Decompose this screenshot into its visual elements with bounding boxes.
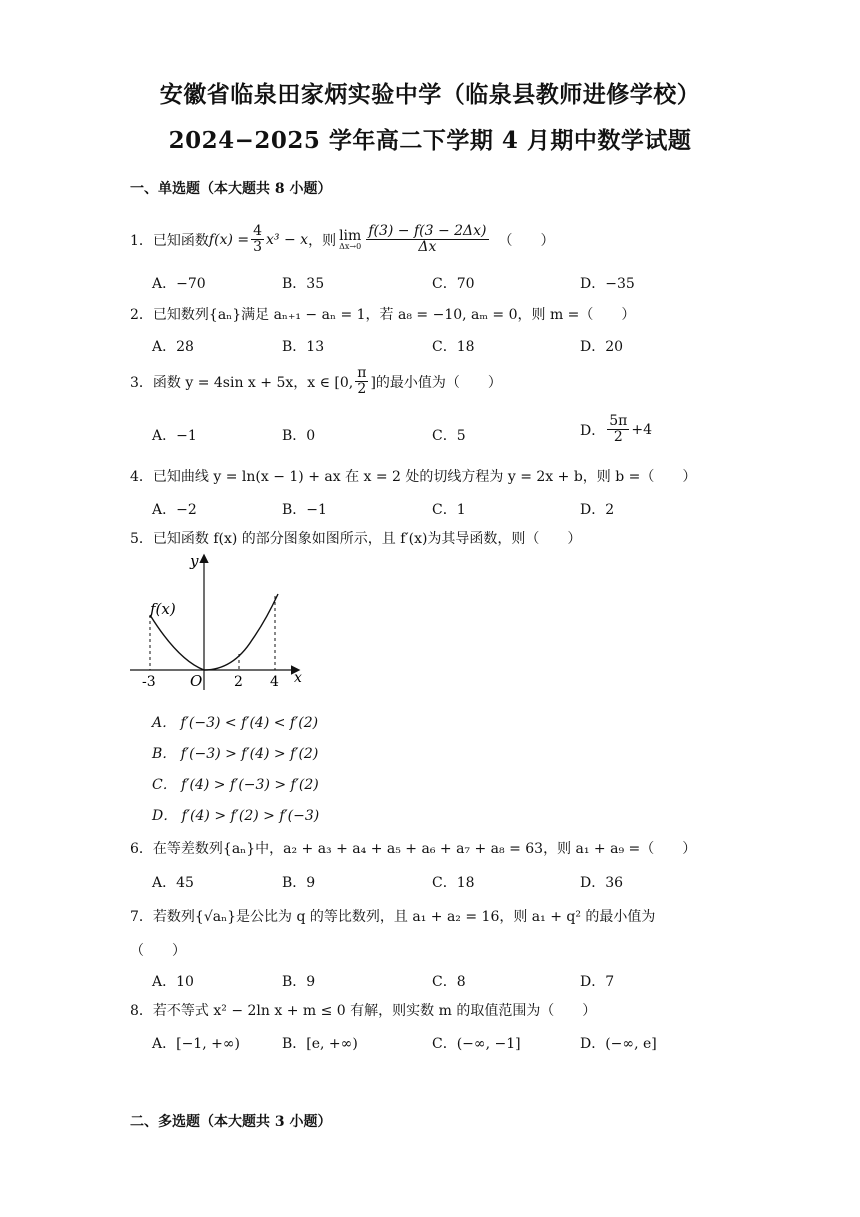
question-3-suffix: ]的最小值为（ ）: [370, 374, 502, 391]
q4-option-b: B．−1: [282, 502, 327, 518]
q6-option-d: D．36: [580, 875, 624, 891]
function-graph: [128, 550, 308, 695]
question-8: 8．若不等式 x² − 2ln x + m ≤ 0 有解，则实数 m 的取值范围为（ ）: [130, 1003, 597, 1019]
q3-option-d-den: 2: [613, 429, 623, 446]
curve-label: f(x): [150, 600, 176, 618]
section-heading-multi-choice: 二、多选题（本大题共 3 小题）: [130, 1114, 332, 1130]
question-3: [130, 366, 502, 398]
q1-option-a: A．−70: [152, 276, 206, 292]
q7-option-c: C．8: [432, 974, 466, 990]
question-1-func-rhs: x³ − x: [266, 231, 309, 248]
q6-option-c: C．18: [432, 875, 475, 891]
q3-option-d: [580, 414, 652, 446]
page-title: 安徽省临泉田家炳实验中学（临泉县教师进修学校）: [159, 81, 701, 108]
q3-option-d-fraction: [607, 414, 629, 446]
question-3-pi-den: 2: [357, 381, 367, 398]
question-1-expr-num: f(3) − f(3 − 2Δx): [368, 223, 487, 239]
x-axis-label: x: [294, 670, 302, 686]
tick-label-2: 2: [234, 674, 243, 690]
q6-option-a: A．45: [152, 875, 194, 891]
q4-option-a: A．−2: [152, 502, 197, 518]
q5-option-d: D． f′(4) > f′(2) > f′(−3): [152, 808, 320, 824]
question-1-lim-sub: Δx→0: [339, 241, 362, 251]
origin-label: O: [190, 672, 203, 690]
y-axis-label: y: [190, 552, 199, 570]
question-1-prefix: 1．已知函数: [130, 232, 209, 249]
q8-option-b: B．[e, +∞): [282, 1036, 358, 1052]
question-1-expr-den: Δx: [418, 239, 437, 256]
q7-option-a: A．10: [152, 974, 194, 990]
question-5: 5．已知函数 f(x) 的部分图象如图所示，且 f′(x)为其导函数，则（ ）: [130, 531, 582, 547]
q8-option-d: D．(−∞, e]: [580, 1036, 657, 1052]
q1-option-c: C．70: [432, 276, 475, 292]
q7-option-b: B．9: [282, 974, 316, 990]
question-3-prefix: 3．函数 y = 4sin x + 5x，x ∈ [0,: [130, 374, 354, 391]
section-heading-single-choice: 一、单选题（本大题共 8 小题）: [130, 181, 332, 197]
question-3-pi-fraction: [355, 366, 368, 398]
q3-option-d-label: D．: [580, 422, 606, 439]
q3-option-c: C．5: [432, 428, 466, 444]
question-7: 7．若数列{√aₙ}是公比为 q 的等比数列，且 a₁ + a₂ = 16，则 a₁ + q² 的最小值为: [130, 909, 656, 925]
q2-option-b: B．13: [282, 339, 325, 355]
question-1-coef-num: 4: [253, 223, 263, 239]
q3-option-d-num: 5π: [609, 413, 628, 429]
question-1-limit: [339, 229, 361, 251]
q5-option-c: C． f′(4) > f′(−3) > f′(2): [152, 777, 319, 793]
q3-option-d-tail: +4: [631, 421, 652, 438]
q5-option-b: B． f′(−3) > f′(4) > f′(2): [152, 746, 319, 762]
q2-option-d: D．20: [580, 339, 624, 355]
question-4: 4．已知曲线 y = ln(x − 1) + ax 在 x = 2 处的切线方程为 y = 2x + b，则 b =（ ）: [130, 469, 697, 485]
q1-option-d: D．−35: [580, 276, 635, 292]
question-1: [130, 224, 555, 256]
question-2: 2．已知数列{aₙ}满足 aₙ₊₁ − aₙ = 1，若 a₈ = −10, aₘ = 0，则 m =（ ）: [130, 307, 636, 323]
question-1-mid: ，则: [308, 232, 337, 249]
question-1-func-lhs: f(x) =: [208, 231, 250, 248]
question-6: 6．在等差数列{aₙ}中，a₂ + a₃ + a₄ + a₅ + a₆ + a₇ + a₈ = 63，则 a₁ + a₉ =（ ）: [130, 841, 697, 857]
question-7-blank: （ ）: [130, 943, 186, 959]
q6-option-b: B．9: [282, 875, 316, 891]
q8-option-a: A．[−1, +∞): [152, 1036, 240, 1052]
question-1-blank: （ ）: [498, 232, 555, 249]
q4-option-d: D．2: [580, 502, 615, 518]
question-1-limit-fraction: [366, 224, 488, 256]
tick-label-4: 4: [270, 674, 279, 690]
q2-option-c: C．18: [432, 339, 475, 355]
question-1-coef-fraction: [251, 224, 264, 256]
question-1-coef-den: 3: [253, 239, 263, 256]
q8-option-c: C．(−∞, −1]: [432, 1036, 521, 1052]
q7-option-d: D．7: [580, 974, 615, 990]
question-1-lim-word: lim: [339, 227, 362, 244]
page-subtitle: 2024−2025 学年高二下学期 4 月期中数学试题: [168, 127, 692, 154]
q1-option-b: B．35: [282, 276, 325, 292]
q5-option-a: A． f′(−3) < f′(4) < f′(2): [152, 715, 319, 731]
q3-option-b: B．0: [282, 428, 316, 444]
q3-option-a: A．−1: [152, 428, 197, 444]
q2-option-a: A．28: [152, 339, 194, 355]
question-3-pi-num: π: [357, 365, 367, 381]
q4-option-c: C．1: [432, 502, 466, 518]
tick-label-neg3: -3: [142, 674, 156, 690]
